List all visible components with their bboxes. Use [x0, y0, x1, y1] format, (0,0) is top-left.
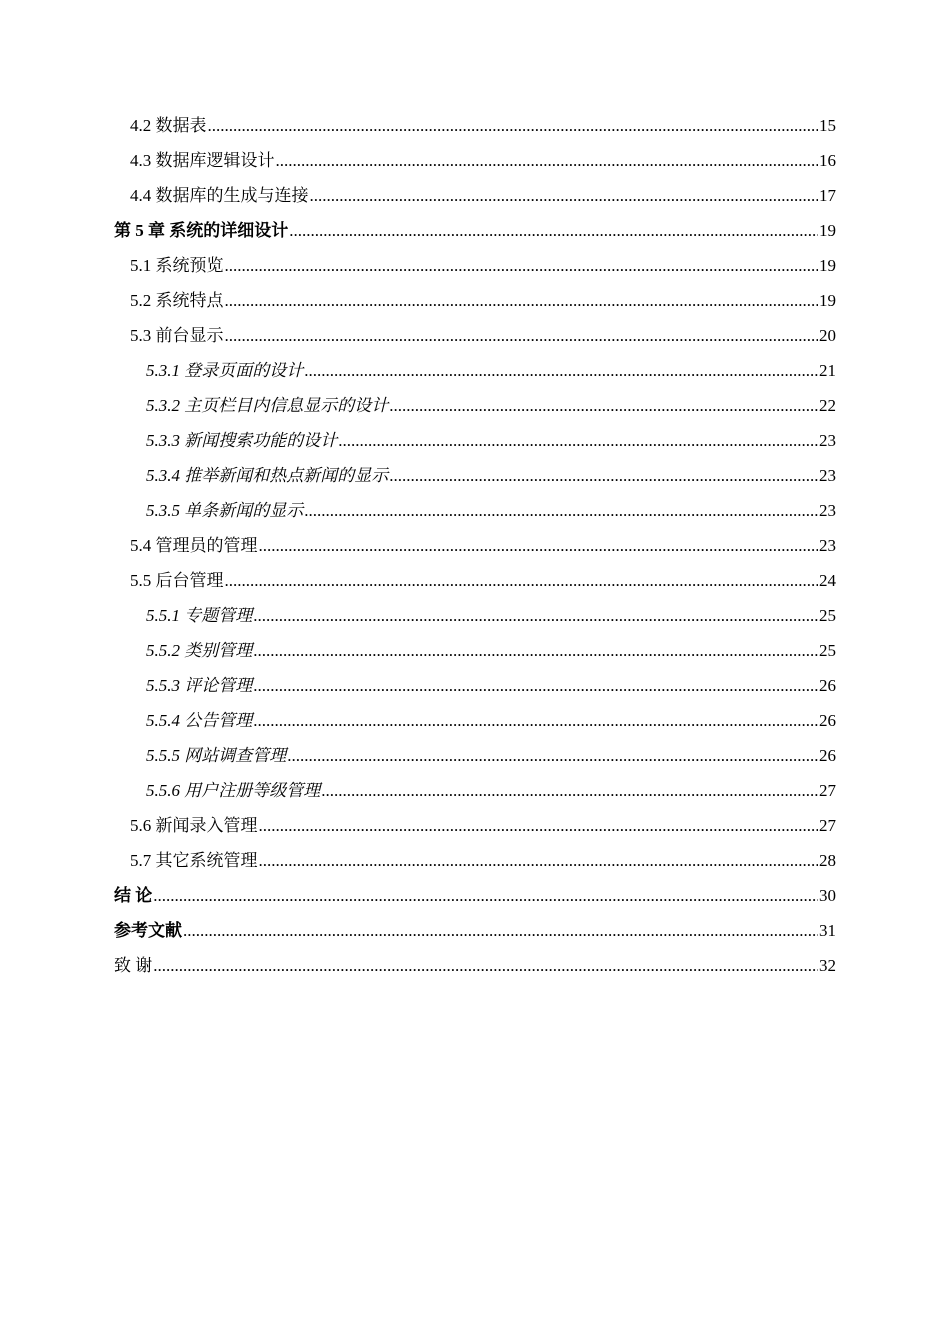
toc-entry-label: 5.6 新闻录入管理: [130, 816, 258, 835]
toc-dot-leader: [225, 248, 819, 283]
toc-entry-label: 4.3 数据库逻辑设计: [130, 151, 275, 170]
toc-dot-leader: [304, 353, 818, 388]
toc-entry[interactable]: [114, 528, 836, 563]
toc-entry-page-number: 30: [819, 886, 836, 905]
toc-entry-label: 5.3.5 单条新闻的显示: [146, 501, 304, 520]
toc-entry[interactable]: [114, 633, 836, 668]
toc-entry-page-number: 22: [819, 396, 836, 415]
toc-dot-leader: [253, 703, 818, 738]
toc-dot-leader: [321, 773, 818, 808]
toc-entry-label: 5.3.3 新闻搜索功能的设计: [146, 431, 338, 450]
toc-entry-page-number: 23: [819, 431, 836, 450]
toc-entry-label: 5.5.1 专题管理: [146, 606, 253, 625]
toc-entry-page-number: 16: [819, 151, 836, 170]
toc-entry-page-number: 28: [819, 851, 836, 870]
toc-entry-page-number: 15: [819, 116, 836, 135]
toc-entry-label: 5.4 管理员的管理: [130, 536, 258, 555]
toc-dot-leader: [259, 843, 819, 878]
toc-entry[interactable]: [114, 808, 836, 843]
toc-entry-label: 5.7 其它系统管理: [130, 851, 258, 870]
toc-entry[interactable]: [114, 843, 836, 878]
toc-entry-label: 参考文献: [114, 921, 182, 940]
toc-entry-page-number: 25: [819, 606, 836, 625]
toc-dot-leader: [225, 318, 819, 353]
toc-entry[interactable]: [114, 388, 836, 423]
toc-entry[interactable]: [114, 283, 836, 318]
toc-entry[interactable]: [114, 773, 836, 808]
toc-entry-label: 5.5.6 用户注册等级管理: [146, 781, 321, 800]
toc-entry[interactable]: [114, 878, 836, 913]
toc-entry[interactable]: [114, 213, 836, 248]
toc-entry-label: 5.3.1 登录页面的设计: [146, 361, 304, 380]
toc-entry-label: 5.5.3 评论管理: [146, 676, 253, 695]
toc-dot-leader: [253, 633, 818, 668]
toc-entry-page-number: 23: [819, 466, 836, 485]
toc-entry-page-number: 25: [819, 641, 836, 660]
toc-entry-page-number: 26: [819, 746, 836, 765]
toc-entry-page-number: 19: [819, 256, 836, 275]
toc-entry-page-number: 19: [819, 291, 836, 310]
toc-entry-page-number: 17: [819, 186, 836, 205]
toc-entry[interactable]: [114, 108, 836, 143]
toc-entry-page-number: 27: [819, 781, 836, 800]
toc-entry-page-number: 19: [819, 221, 836, 240]
toc-dot-leader: [225, 283, 819, 318]
toc-entry[interactable]: [114, 948, 836, 983]
toc-entry-label: 5.1 系统预览: [130, 256, 224, 275]
toc-entry-page-number: 24: [819, 571, 836, 590]
toc-dot-leader: [338, 423, 818, 458]
toc-dot-leader: [389, 388, 818, 423]
toc-entry[interactable]: [114, 423, 836, 458]
toc-dot-leader: [225, 563, 819, 598]
toc-entry-page-number: 23: [819, 536, 836, 555]
toc-entry-label: 5.2 系统特点: [130, 291, 224, 310]
toc-dot-leader: [287, 738, 818, 773]
toc-entry[interactable]: [114, 563, 836, 598]
toc-entry-page-number: 27: [819, 816, 836, 835]
toc-entry-label: 5.3.2 主页栏目内信息显示的设计: [146, 396, 389, 415]
table-of-contents: [114, 108, 836, 983]
toc-entry[interactable]: [114, 703, 836, 738]
toc-entry-page-number: 32: [819, 956, 836, 975]
toc-dot-leader: [208, 108, 819, 143]
toc-entry-label: 5.5 后台管理: [130, 571, 224, 590]
toc-entry[interactable]: [114, 458, 836, 493]
toc-dot-leader: [289, 213, 818, 248]
toc-entry-label: 5.3 前台显示: [130, 326, 224, 345]
toc-entry[interactable]: [114, 493, 836, 528]
toc-entry-page-number: 20: [819, 326, 836, 345]
toc-dot-leader: [253, 668, 818, 703]
toc-entry-page-number: 26: [819, 711, 836, 730]
toc-dot-leader: [153, 878, 818, 913]
toc-dot-leader: [310, 178, 819, 213]
toc-entry[interactable]: [114, 248, 836, 283]
toc-entry-label: 5.5.2 类别管理: [146, 641, 253, 660]
toc-entry-page-number: 23: [819, 501, 836, 520]
toc-dot-leader: [276, 143, 819, 178]
toc-entry[interactable]: [114, 143, 836, 178]
toc-entry[interactable]: [114, 353, 836, 388]
toc-dot-leader: [259, 528, 819, 563]
toc-entry-label: 5.5.5 网站调查管理: [146, 746, 287, 765]
toc-entry-page-number: 21: [819, 361, 836, 380]
toc-entry[interactable]: [114, 598, 836, 633]
toc-entry[interactable]: [114, 178, 836, 213]
toc-dot-leader: [304, 493, 818, 528]
toc-entry[interactable]: [114, 913, 836, 948]
toc-entry-label: 4.4 数据库的生成与连接: [130, 186, 309, 205]
toc-entry[interactable]: [114, 318, 836, 353]
toc-dot-leader: [183, 913, 818, 948]
toc-entry-page-number: 26: [819, 676, 836, 695]
toc-entry-label: 5.3.4 推举新闻和热点新闻的显示: [146, 466, 389, 485]
toc-entry[interactable]: [114, 668, 836, 703]
toc-entry-label: 4.2 数据表: [130, 116, 207, 135]
toc-entry-label: 第 5 章 系统的详细设计: [114, 221, 289, 240]
toc-dot-leader: [153, 948, 818, 983]
toc-entry-label: 5.5.4 公告管理: [146, 711, 253, 730]
toc-entry-label: 致 谢: [114, 956, 153, 975]
toc-entry[interactable]: [114, 738, 836, 773]
toc-dot-leader: [259, 808, 819, 843]
toc-entry-page-number: 31: [819, 921, 836, 940]
toc-dot-leader: [253, 598, 818, 633]
toc-dot-leader: [389, 458, 818, 493]
toc-entry-label: 结 论: [114, 886, 153, 905]
